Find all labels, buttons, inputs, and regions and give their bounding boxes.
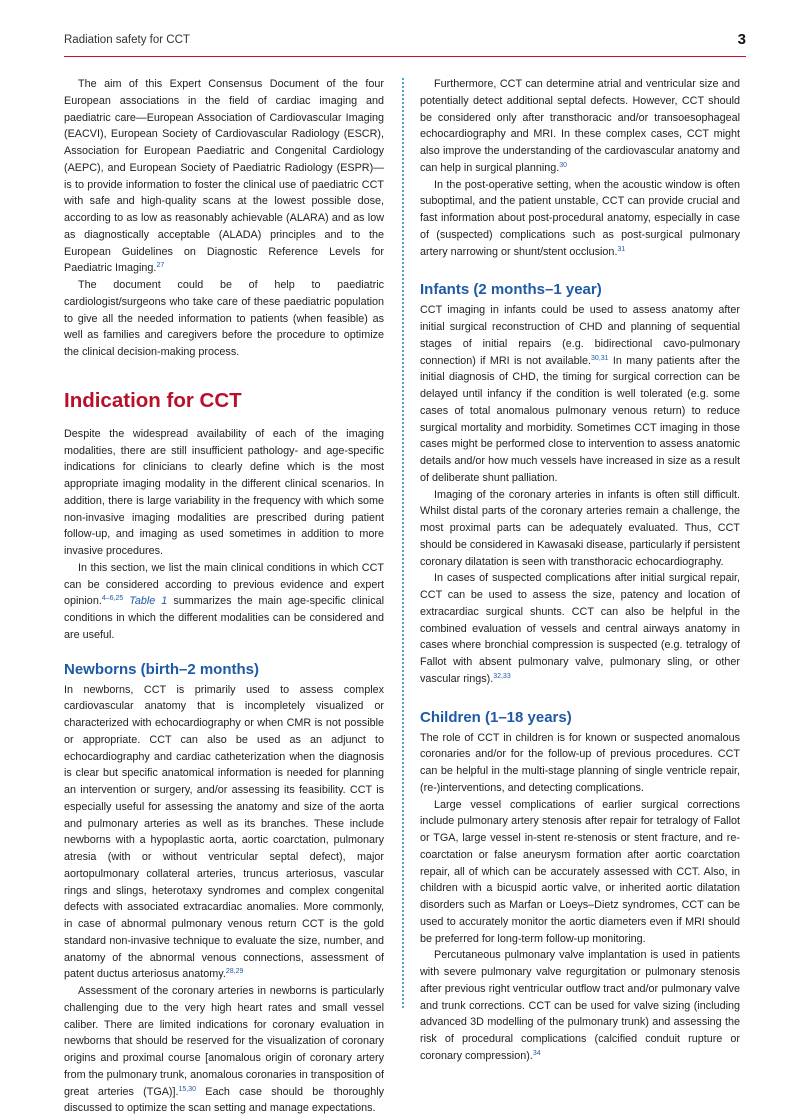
left-column — [64, 76, 384, 1117]
paragraph: The role of CCT in children is for known or suspected anomalous coronaries and/or for the follow-up of previous procedures. CCT can be helpful in the multi-stage planning of single ventricle repair, (re-)interventions, and detecting complications. — [420, 731, 740, 794]
citation[interactable]: 15,30 — [178, 1085, 197, 1093]
citation[interactable]: 34 — [532, 1049, 541, 1057]
section-heading: Indication for CCT — [64, 388, 242, 412]
subsection-heading: Children (1–18 years) — [420, 708, 572, 726]
table-link[interactable]: Table 1 — [129, 595, 168, 608]
paragraph: Assessment of the coronary arteries in newborns is particularly challenging due to the very high heart rates and small vessel caliber. There are limited indications for coronary evaluation in newborns that should be reserved for the visualization of coronary origins and proximal course [anomalous origin of coronary artery from the pulmonary trunk, anomalous coronaries in transposition of great arteries (TGA)].$^{15,30}$ Each case should be thoroughly discussed to optimize the scan setting and manage expectations. — [64, 985, 384, 1115]
paragraph: Percutaneous pulmonary valve implantation is used in patients with severe pulmonary valve regurgitation or pulmonary stenosis after previous right ventricular outflow tract and/or pulmonary valve and trunk corrections. CCT can be used for valve sizing (including advanced 3D modelling of the pulmonary trunk) and assessing the risk of procedural complications (calcified conduit rupture or coronary compression).$^{34}$ — [420, 949, 740, 1062]
citation[interactable]: 28,29 — [225, 968, 244, 976]
citation[interactable]: 32,33 — [493, 672, 511, 680]
running-header — [64, 31, 746, 50]
paragraph: In this section, we list the main clinical conditions in which CCT can be considered according to previous evidence and expert opinion.$^{4-6,25}$ Table 1 summarizes the main age-specific clinical conditions in which the different modalities can be considered and are useful. — [64, 561, 384, 641]
right-column — [420, 76, 740, 1065]
paragraph: Furthermore, CCT can determine atrial and ventricular size and potentially detect additional septal defects. However, CCT should be considered only after transthoracic and/or transoesophageal echocardiography and MRI. In these complex cases, CCT might also improve the understanding of the cardiovascular anatomy and can help in surgical planning.$^{30}$ — [420, 78, 740, 174]
citation[interactable]: 31 — [617, 245, 626, 253]
citation[interactable]: 27 — [156, 262, 165, 270]
paragraph: CCT imaging in infants could be used to assess anatomy after initial surgical reconstruction of CHD and planning of sequential stages of initial repairs (e.g. bidirectional cavo-pulmonary connection) if MRI is not available.$^{30,31}$ In many patients after the initial diagnosis of CHD, the timing for surgical correction can be delayed until infancy if the condition is well tolerated (e.g. some cases of total anomalous pulmonary venous return) to reduce surgical mortality and morbidity. Sometimes CCT imaging in those cases might be performed close to intervention to assess anatomic details and/or how much vessels have increased in size as a result of deliberate shunt palliation. — [420, 304, 740, 484]
paragraph: In newborns, CCT is primarily used to assess complex cardiovascular anatomy that is incompletely visualized or characterized with echocardiography or when CMR is not possible or appropriate. CCT can also be used as an adjunct to echocardiography and cardiac catheterization when the diagnosis is clear but specific anatomical information is needed for planning an intervention or surgery, and/or assessing its feasibility. CCT is especially useful for assessing the anatomy and size of the aorta and pulmonary arteries as well as its branches. These include newborns with a hypoplastic aorta, aortic coarctation, pulmonary atresia (with or without ventricular septal defect), major aortopulmonary collateral arteries, truncus arteriosus, vascular rings and slings, heterotaxy syndromes and complex congenital defects with associated extracardiac anomalies. More commonly, in case of abnormal pulmonary venous return CCT is the gold standard non-invasive technique to evaluate the size, number, and anatomy of the abnormal venous connections, assessment of patent ductus arteriosus anatomy.$^{28,29}$ — [64, 683, 384, 981]
running-title: Radiation safety for CCT — [64, 34, 190, 46]
paragraph: Imaging of the coronary arteries in infants is often still difficult. Whilst distal parts of the coronary arteries remain a challenge, the most proximal parts can be adequately evaluated. Thus, CCT should be considered in Kawasaki disease, particularly if persistent coronary dilatation is seen with transthoracic echocardiography. — [420, 488, 740, 568]
page-number: 3 — [737, 31, 746, 48]
citation[interactable]: 30 — [559, 161, 568, 169]
subsection-heading: Infants (2 months–1 year) — [420, 281, 602, 299]
paragraph: Despite the widespread availability of each of the imaging modalities, there are still insufficient pathology- and age-specific indications for clinicians to clearly define which is the most appropriate imaging modality in the different clinical scenarios. In addition, there is large variability in the frequency with which some non-invasive imaging modalities are prescribed during patient follow-up, and imaging as used sometimes in addition to more invasive procedures. — [64, 427, 384, 557]
paragraph: The aim of this Expert Consensus Document of the four European associations in the field of cardiac imaging and paediatric care—European Association of Cardiovascular Imaging (EACVI), European Society of Cardiovascular Radiology (ESCR), Association for European Paediatric and Congenital Cardiology (AEPC), and European Society of Paediatric Radiology (ESPR)—is to provide information to foster the clinical use of paediatric CCT with safe and high-quality scans at the lowest possible dose, according to as low as reasonably achievable (ALARA) and as low as diagnostically acceptable (ALADA) principles and to the European Guidelines on Diagnostic Reference Levels for Paediatric Imaging.$^{27}$ — [64, 78, 384, 275]
paragraph: Large vessel complications of earlier surgical corrections include pulmonary artery stenosis after repair for tetralogy of Fallot or TGA, large vessel in-stent re-stenosis or stent fracture, and re-coarctation or false aneurysm formation after aortic coarctation repair, all of which can be accurately assessed with CCT. Also, in children with a bicuspid aortic valve, or inherited aortic dilatation disorders such as Marfan or Loeys–Dietz syndromes, CCT can be used to accurately monitor the aortic diameters even if MRI should be preferred for long-term follow-up monitoring. — [420, 798, 740, 945]
header-rule — [64, 56, 746, 57]
citation[interactable]: 30,31 — [591, 354, 609, 362]
column-divider — [402, 78, 404, 1008]
paragraph: The document could be of help to paediatric cardiologist/surgeons who take care of these paediatric population to give all the needed information to patients (when feasible) as well as families and caregivers before the procedure to optimize the clinical decision-making process. — [64, 279, 384, 358]
subsection-heading: Newborns (birth–2 months) — [64, 660, 260, 678]
paragraph: In cases of suspected complications after initial surgical repair, CCT can be used to assess the size, patency and location of extracardiac surgical shunts. CCT can also be helpful in the combined evaluation of vessels and central airways anatomy in cases where bronchial compression is suspected (e.g. tetralogy of Fallot with absent pulmonary valve, pulmonary sling, or other vascular rings).$^{32,33}$ — [420, 572, 740, 685]
paragraph: In the post-operative setting, when the acoustic window is often suboptimal, and the patient unstable, CCT can provide crucial and fast information about post-procedural anatomy, especially in case of (suspected) complications such as post-surgical pulmonary artery narrowing or shunt/stent occlusion.$^{31}$ — [420, 178, 740, 258]
citation[interactable]: 4–6,25 — [101, 595, 124, 603]
